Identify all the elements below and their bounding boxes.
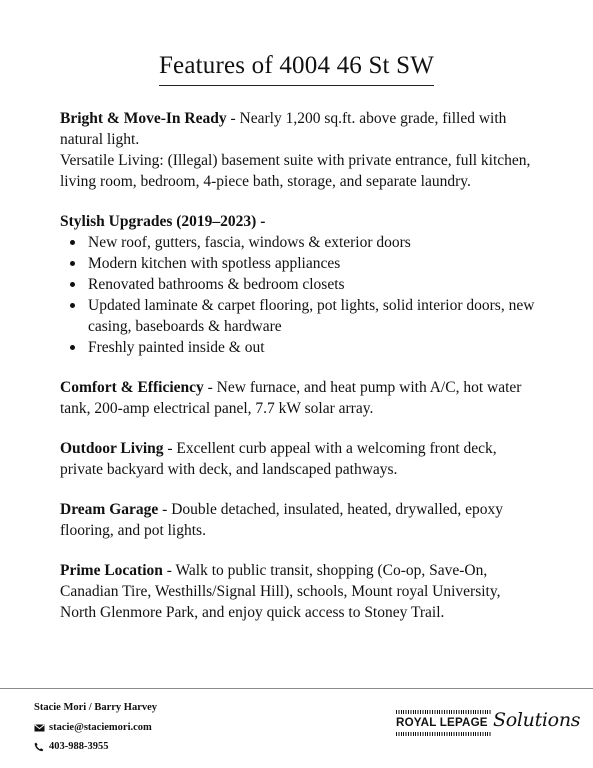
agent-names: Stacie Mori / Barry Harvey — [34, 702, 158, 713]
upgrades-list — [60, 232, 540, 358]
list-item: Updated laminate & carpet flooring, pot lights, solid interior doors, new casing, baseboards & hardware — [60, 295, 540, 337]
logo-bars-top — [396, 710, 492, 714]
section-heading: Comfort & Efficiency — [60, 379, 204, 396]
royal-lepage-logo — [396, 707, 581, 741]
phone-row[interactable] — [34, 737, 157, 756]
footer-divider — [0, 688, 593, 689]
page-title: Features of 4004 46 St SW — [159, 52, 434, 86]
email-row[interactable] — [34, 718, 157, 737]
list-item: Renovated bathrooms & bedroom closets — [60, 274, 540, 295]
section-paragraph: Versatile Living: (Illegal) basement suite with private entrance, full kitchen, living room, bedroom, 4-piece bath, storage, and separate laundry. — [60, 152, 531, 190]
phone-icon — [34, 742, 48, 752]
section-heading: Bright & Move-In Ready — [60, 110, 227, 127]
section-paragraph — [60, 560, 540, 623]
section-paragraph — [60, 438, 540, 480]
section-heading: Dream Garage — [60, 501, 159, 518]
section-heading: Outdoor Living — [60, 440, 164, 457]
section-text: - Walk to public transit, shopping (Co-op, Save-On, Canadian Tire, Westhills/Signal Hill), schools, Mount royal University, North Glenmore Park, and enjoy quick access to Stoney Trail. — [60, 562, 501, 621]
section-comfort — [60, 377, 540, 419]
section-location — [60, 560, 540, 623]
section-outdoor — [60, 438, 540, 480]
list-item: Modern kitchen with spotless appliances — [60, 253, 540, 274]
email-link[interactable]: stacie@staciemori.com — [49, 722, 152, 733]
section-paragraph — [60, 499, 540, 541]
features-content — [60, 108, 540, 642]
section-heading: Prime Location — [60, 562, 163, 579]
section-garage — [60, 499, 540, 541]
envelope-icon — [34, 724, 48, 732]
logo-script: Solutions — [493, 709, 581, 731]
logo-brand: ROYAL LEPAGE — [396, 716, 488, 729]
section-heading: Stylish Upgrades (2019–2023) - — [60, 213, 266, 230]
section-text: - Excellent curb appeal with a welcoming front deck, private backyard with deck, and landscaped pathways. — [60, 440, 497, 478]
section-paragraph — [60, 108, 540, 150]
logo-bars-bottom — [396, 732, 492, 736]
phone-number[interactable]: 403-988-3955 — [49, 741, 109, 752]
section-bright — [60, 108, 540, 192]
section-text: - Double detached, insulated, heated, drywalled, epoxy flooring, and pot lights. — [60, 501, 504, 539]
footer-contact — [34, 698, 157, 756]
section-text: - New furnace, and heat pump with A/C, hot water tank, 200-amp electrical panel, 7.7 kW solar array. — [60, 379, 522, 417]
section-upgrades — [60, 211, 540, 358]
list-item: Freshly painted inside & out — [60, 337, 540, 358]
list-item: New roof, gutters, fascia, windows & exterior doors — [60, 232, 540, 253]
section-text: - Nearly 1,200 sq.ft. above grade, filled with natural light. — [60, 110, 507, 148]
page-title-wrap — [0, 52, 593, 86]
section-paragraph — [60, 377, 540, 419]
